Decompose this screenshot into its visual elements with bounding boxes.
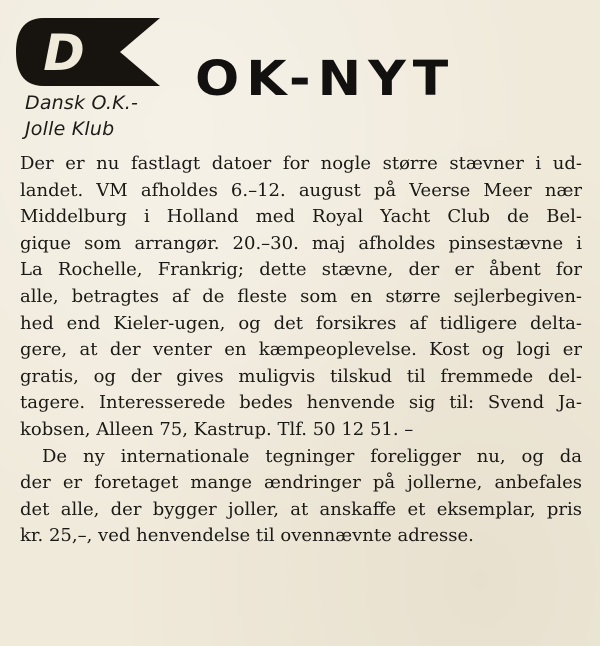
text-line: det alle, der bygger joller, at anskaffe et eksemplar, pris [20, 498, 582, 520]
text-line: gere, at der venter en kæmpeoplevelse. Kost og logi er [20, 339, 582, 361]
text-line: der er foretaget mange ændringer på jollerne, anbefales [20, 472, 582, 494]
text-line: gratis, og der gives muligvis tilskud til fremmede del- [20, 365, 582, 387]
masthead-title: OK-NYT [195, 52, 456, 108]
text-line: La Rochelle, Frankrig; dette stævne, der er åbent for [20, 259, 582, 281]
paragraph-2 [20, 444, 582, 550]
club-name-line1: Dansk O.K.- [25, 92, 139, 114]
text-line: gique som arrangør. 20.–30. maj afholdes pinsestævne i [20, 232, 582, 254]
text-line: Der er nu fastlagt datoer for nogle større stævner i ud- [20, 153, 582, 174]
club-name-line2: Jolle Klub [25, 118, 115, 140]
text-line: tagere. Interesserede bedes henvende sig til: Svend Ja- [20, 392, 582, 414]
pennant-icon [14, 14, 162, 90]
text-line: hed end Kieler-ugen, og det forsikres af tidligere delta- [20, 312, 582, 334]
text-line: landet. VM afholdes 6.–12. august på Veerse Meer nær [20, 179, 582, 201]
text-line: alle, betragtes af de fleste som en større sejlerbegiven- [20, 285, 582, 307]
text-line: kobsen, Alleen 75, Kastrup. Tlf. 50 12 51. – [20, 418, 414, 440]
text-line: De ny internationale tegninger foreligger nu, og da [42, 445, 582, 467]
club-name [25, 90, 138, 142]
text-line: kr. 25,–, ved henvendelse til ovennævnte adresse. [20, 525, 474, 547]
paragraph-1 [20, 151, 582, 444]
club-logo [14, 14, 162, 90]
logo-letter: D [43, 24, 85, 82]
article-body [20, 151, 582, 550]
text-line: Middelburg i Holland med Royal Yacht Club de Bel- [20, 206, 582, 228]
